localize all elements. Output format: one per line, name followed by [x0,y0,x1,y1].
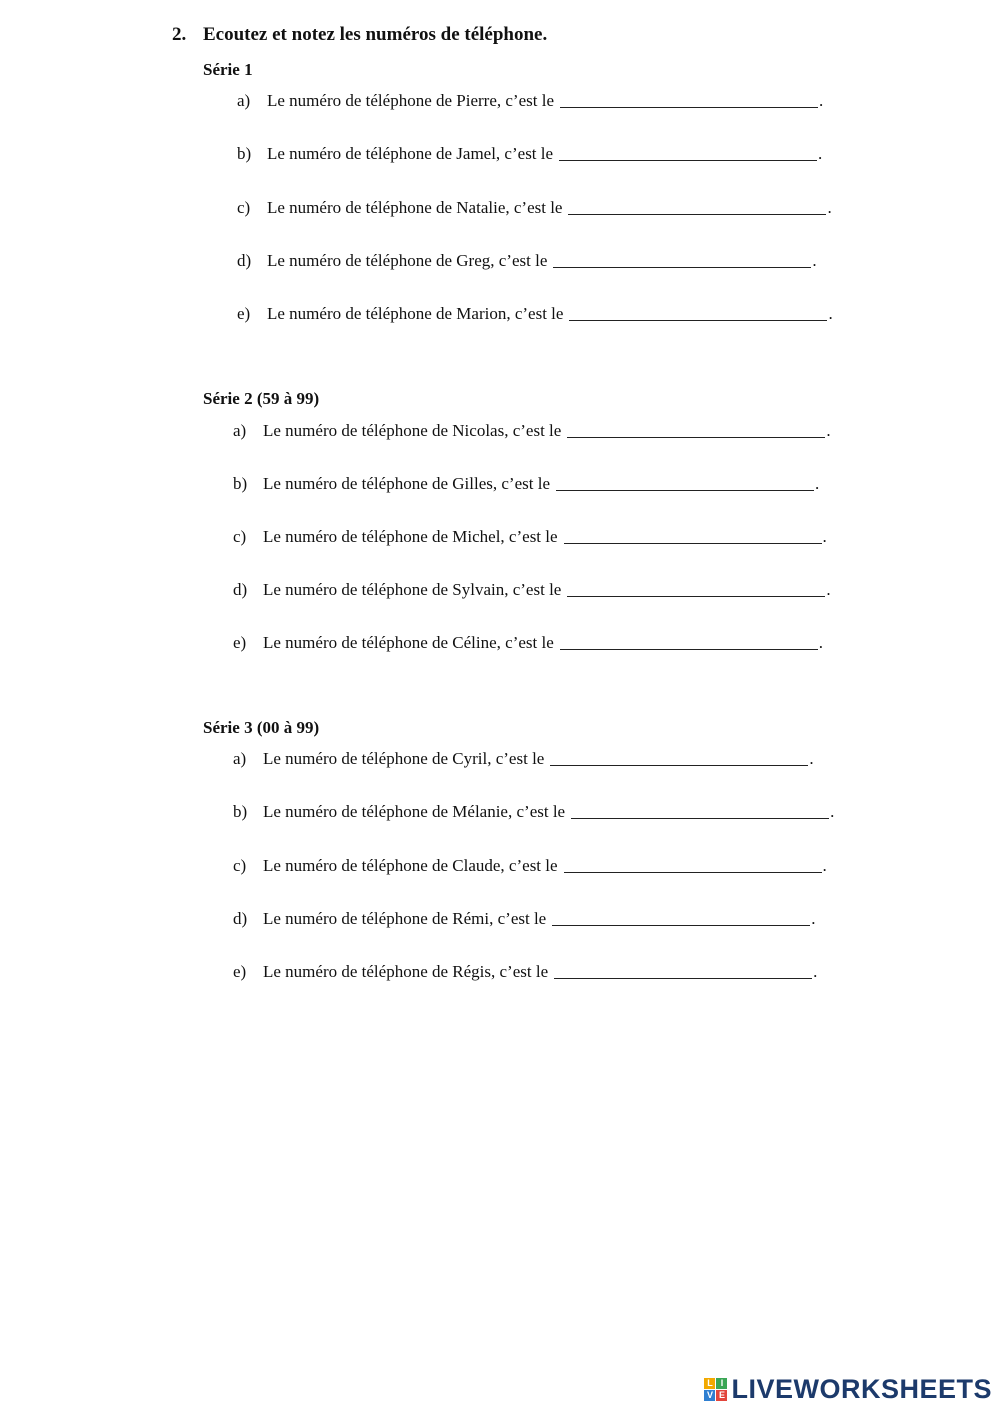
exercise-heading [172,24,547,46]
series-1-title: Série 1 [203,60,253,79]
answer-blank-gilles[interactable] [556,489,814,491]
question-row [237,251,817,271]
period: . [809,749,814,768]
question-letter: a) [233,421,247,440]
question-text: Le numéro de téléphone de Michel, c’est le [263,527,558,546]
question-letter: d) [237,251,252,270]
period: . [818,144,823,163]
period: . [830,802,835,821]
question-letter: d) [233,580,248,599]
period: . [822,856,827,875]
answer-blank-regis[interactable] [554,977,812,979]
liveworksheets-logo[interactable] [704,1374,992,1405]
question-row [233,421,831,441]
question-letter: a) [237,91,251,110]
exercise-instruction: Ecoutez et notez les numéros de téléphone. [203,24,548,45]
period: . [811,909,816,928]
question-row [233,802,834,822]
question-row [233,474,819,494]
question-letter: c) [233,856,247,875]
question-row [233,527,827,547]
question-row [233,749,814,769]
logo-mark-l: L [704,1378,715,1389]
question-text: Le numéro de téléphone de Nicolas, c’est le [263,421,562,440]
answer-blank-sylvain[interactable] [567,595,825,597]
question-row [237,91,823,111]
question-text: Le numéro de téléphone de Natalie, c’est le [267,198,563,217]
answer-blank-melanie[interactable] [571,817,829,819]
series-3-title: Série 3 (00 à 99) [203,718,320,737]
question-text: Le numéro de téléphone de Marion, c’est le [267,304,564,323]
question-letter: d) [233,909,248,928]
period: . [813,962,818,981]
period: . [818,91,824,110]
question-letter: a) [233,749,247,768]
question-text: Le numéro de téléphone de Rémi, c’est le [263,909,547,928]
exercise-number: 2. [172,24,187,45]
period: . [818,633,824,652]
question-letter: b) [237,144,252,163]
logo-mark-i: I [716,1378,727,1389]
answer-blank-celine[interactable] [560,648,818,650]
logo-mark-e: E [716,1390,727,1401]
question-text: Le numéro de téléphone de Céline, c’est le [263,633,554,652]
answer-blank-michel[interactable] [564,542,822,544]
period: . [828,304,833,323]
question-text: Le numéro de téléphone de Régis, c’est le [263,962,549,981]
answer-blank-cyril[interactable] [550,764,808,766]
period: . [826,421,831,440]
liveworksheets-logo-icon [704,1378,727,1401]
period: . [827,198,832,217]
question-text: Le numéro de téléphone de Sylvain, c’est le [263,580,562,599]
question-row [233,962,817,982]
question-letter: e) [237,304,251,323]
question-row [237,144,822,164]
answer-blank-nicolas[interactable] [567,436,825,438]
question-letter: e) [233,633,247,652]
period: . [812,251,817,270]
logo-text: LIVEWORKSHEETS [731,1374,992,1404]
question-row [233,580,831,600]
question-letter: b) [233,802,248,821]
answer-blank-pierre[interactable] [560,106,818,108]
question-text: Le numéro de téléphone de Claude, c’est le [263,856,558,875]
question-row [237,198,832,218]
question-letter: c) [237,198,251,217]
question-text: Le numéro de téléphone de Jamel, c’est le [267,144,554,163]
question-row [233,909,815,929]
question-row [233,633,823,653]
answer-blank-remi[interactable] [552,924,810,926]
answer-blank-claude[interactable] [564,871,822,873]
question-text: Le numéro de téléphone de Mélanie, c’est le [263,802,566,821]
series-2-title: Série 2 (59 à 99) [203,389,320,408]
period: . [822,527,827,546]
answer-blank-marion[interactable] [569,319,827,321]
answer-blank-jamel[interactable] [559,159,817,161]
logo-mark-v: V [704,1390,715,1401]
question-letter: b) [233,474,248,493]
question-text: Le numéro de téléphone de Cyril, c’est le [263,749,545,768]
period: . [815,474,820,493]
period: . [826,580,831,599]
answer-blank-greg[interactable] [553,266,811,268]
question-text: Le numéro de téléphone de Pierre, c’est le [267,91,554,110]
question-letter: c) [233,527,247,546]
question-text: Le numéro de téléphone de Greg, c’est le [267,251,548,270]
question-letter: e) [233,962,247,981]
question-row [233,856,827,876]
question-text: Le numéro de téléphone de Gilles, c’est le [263,474,550,493]
question-row [237,304,833,324]
answer-blank-natalie[interactable] [568,213,826,215]
